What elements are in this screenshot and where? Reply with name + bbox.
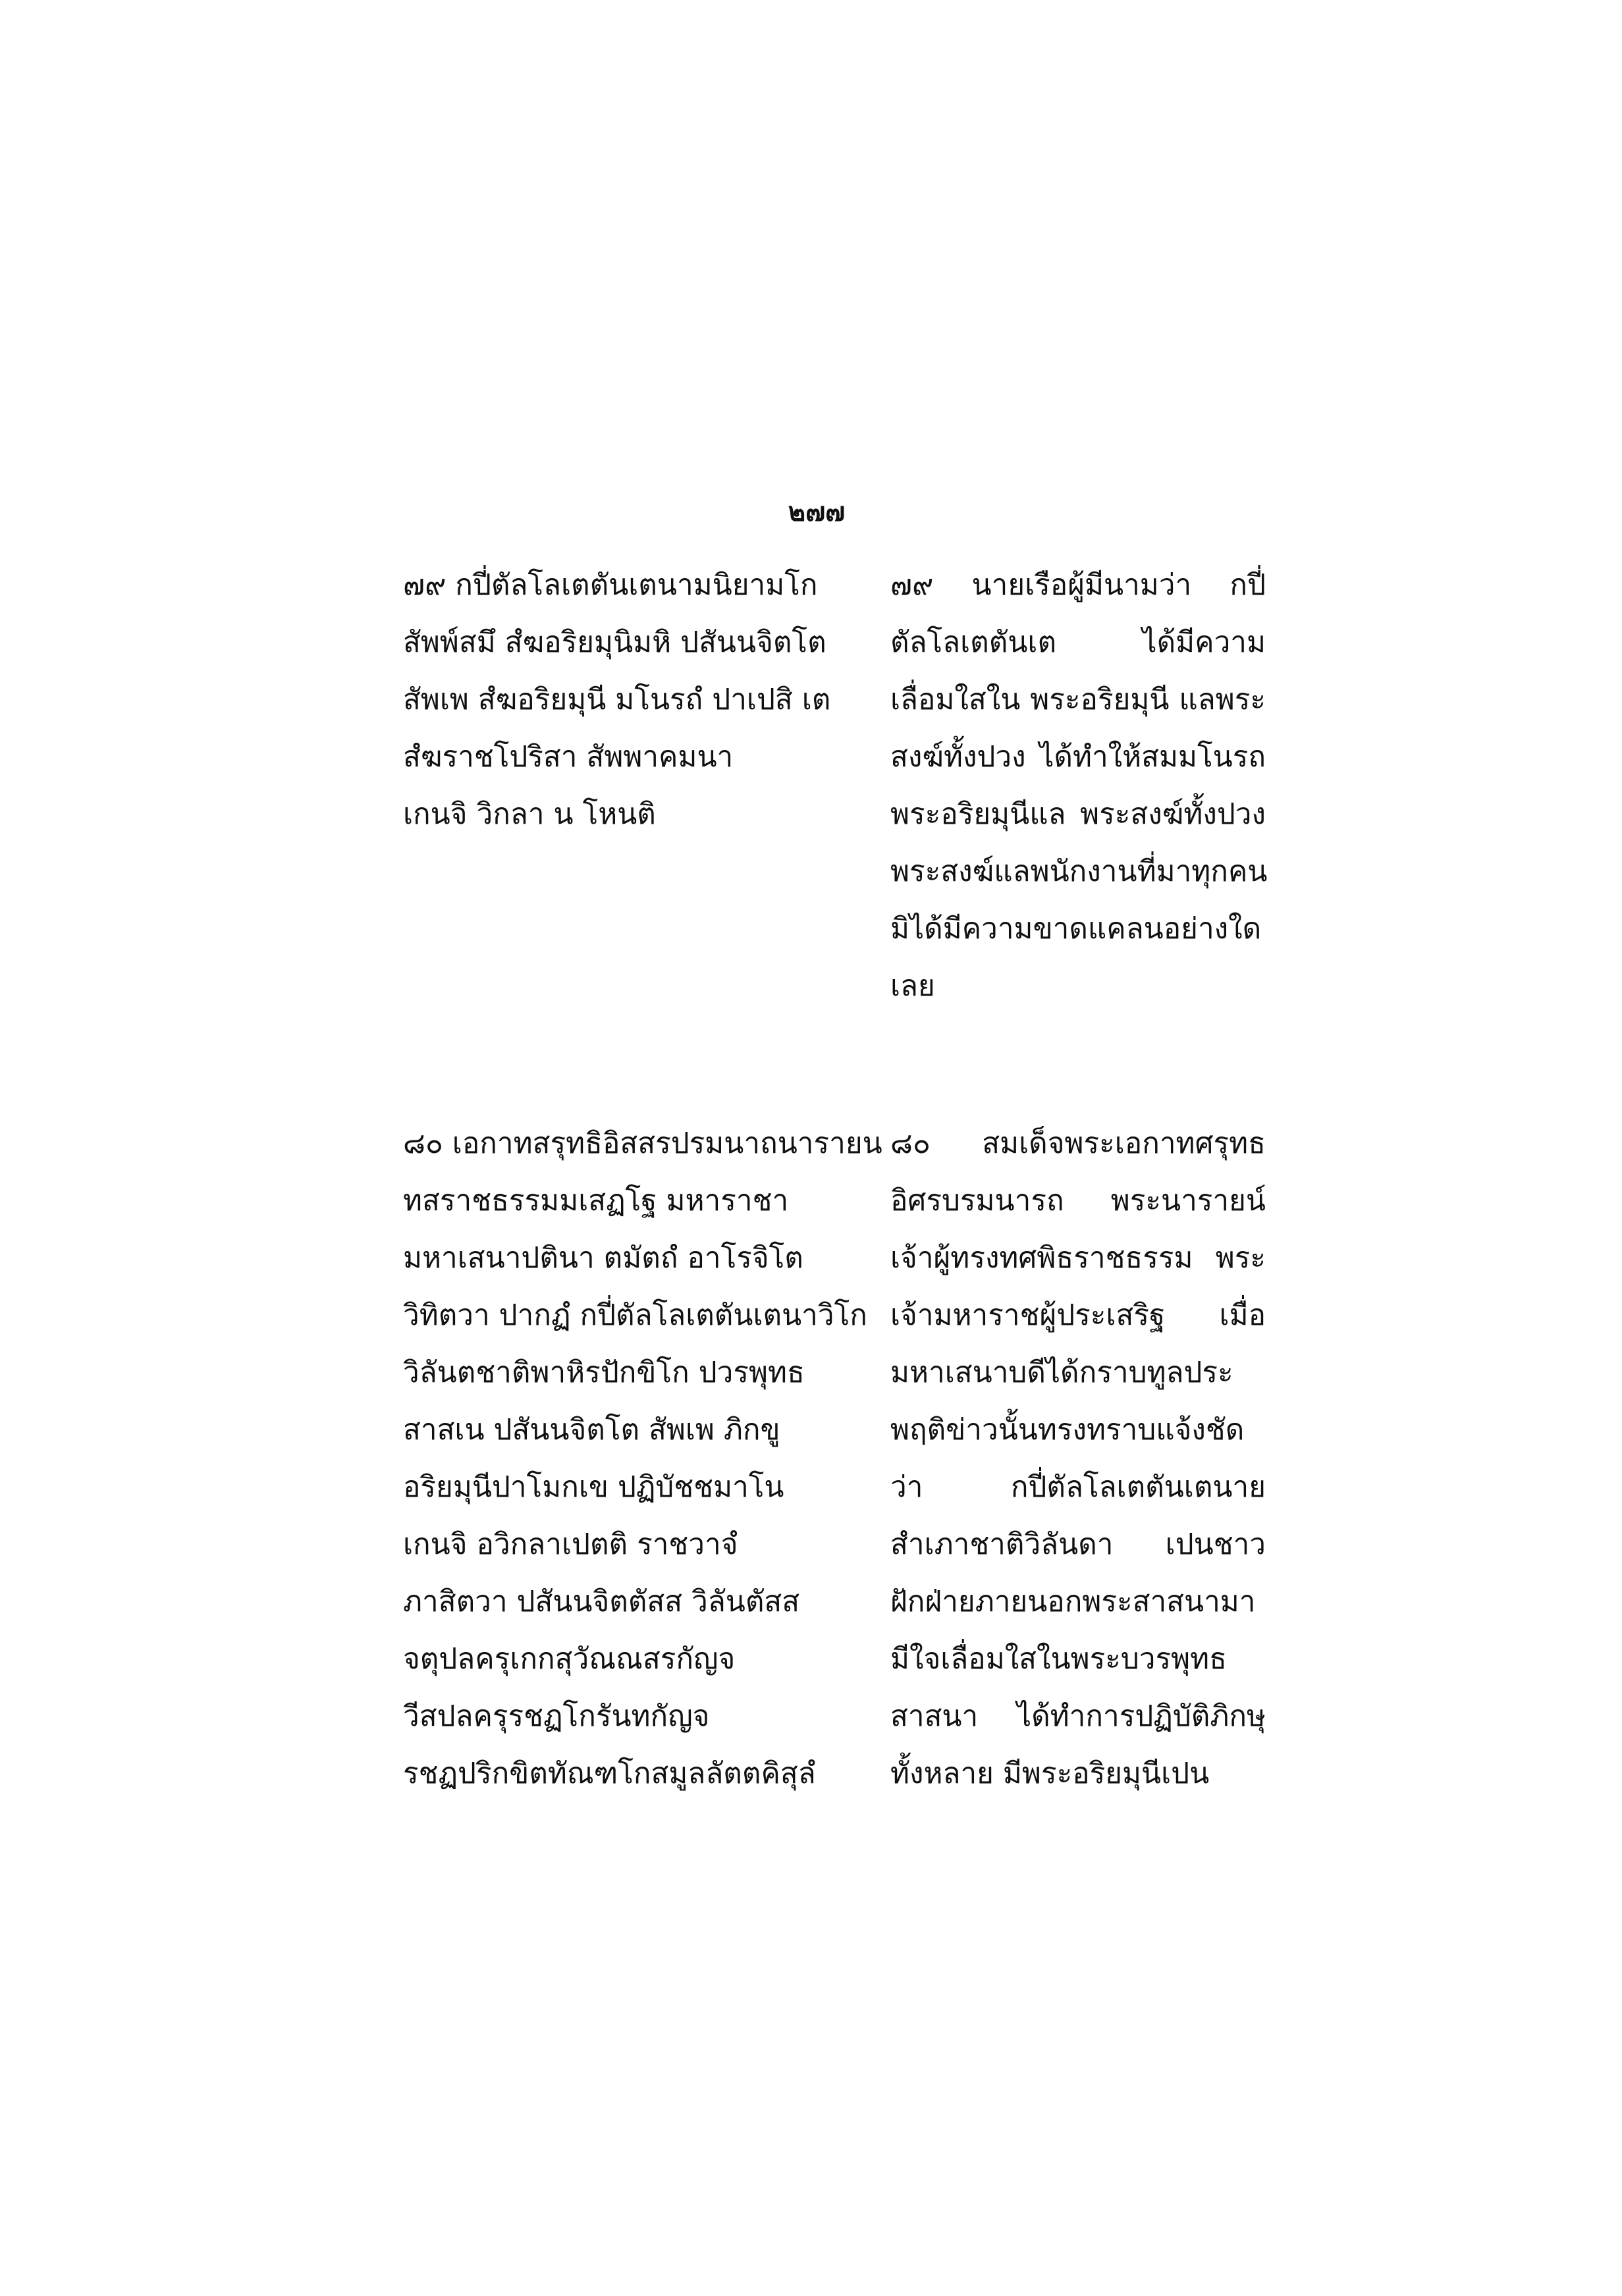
- pali-line: วีสปลครุรชฏโกรันทกัญจ: [403, 1699, 710, 1733]
- thai-line: สาสนา ได้ทำการปฏิบัติภิกษุ: [890, 1699, 1266, 1733]
- thai-line: ฝักฝ่ายภายนอกพระสาสนามา: [890, 1585, 1256, 1618]
- pali-line: ภาสิตวา ปสันนจิตตัสส วิลันตัสส: [403, 1585, 800, 1618]
- thai-line: ตัลโลเตตันเต ได้มีความ: [890, 626, 1266, 659]
- pali-verse-80: [403, 1115, 904, 1802]
- thai-line: พระอริยมุนีแล พระสงฆ์ทั้งปวง: [890, 797, 1266, 831]
- thai-line: ทั้งหลาย มีพระอริยมุนีเปน: [890, 1757, 1210, 1790]
- thai-line: ว่า กปี่ตัลโลเตตันเตนาย: [890, 1470, 1266, 1504]
- thai-line: เจ้ามหาราชผู้ประเสริฐ เมื่อ: [890, 1298, 1266, 1332]
- pali-line: สํฆราชโปริสา สัพพาคมนา: [403, 740, 734, 774]
- page-number: ๒๗๗: [788, 497, 846, 527]
- pali-verse-79: [403, 556, 904, 843]
- pali-line: สาสเน ปสันนจิตโต สัพเพ ภิกขู: [403, 1413, 780, 1447]
- pali-line: สัพเพ สํฆอริยมุนี มโนรถํ ปาเปสิ เต: [403, 683, 831, 716]
- thai-line: พฤติข่าวนั้นทรงทราบแจ้งชัด: [890, 1413, 1245, 1447]
- thai-line: มีใจเลื่อมใสในพระบวรพุทธ: [890, 1642, 1228, 1676]
- thai-translation-80: [890, 1115, 1266, 1802]
- pali-line: จตุปลครุเกกสุวัณณสรกัญจ: [403, 1642, 736, 1676]
- pali-line: มหาเสนาปตินา ตมัตถํ อาโรจิโต: [403, 1241, 803, 1275]
- thai-line: ๘๐ สมเด็จพระเอกาทศรุทธ: [890, 1127, 1266, 1160]
- thai-line: อิศรบรมนารถ พระนารายน์: [890, 1184, 1266, 1217]
- pali-line: เกนจิ อวิกลาเปตติ ราชวาจํ: [403, 1528, 738, 1561]
- pali-line: ๘๐ เอกาทสรุทธิอิสสรปรมนาถนารายน: [403, 1127, 882, 1160]
- pali-line: สัพพ์สมึ สํฆอริยมุนิมหิ ปสันนจิตโต: [403, 626, 826, 659]
- thai-line: มิได้มีความขาดแคลนอย่างใด: [890, 912, 1262, 946]
- pali-line: เกนจิ วิกลา น โหนติ: [403, 797, 656, 831]
- pali-line: วิทิตวา ปากฏํ กปี่ตัลโลเตตันเตนาวิโก: [403, 1298, 867, 1332]
- thai-translation-79: [890, 556, 1266, 1015]
- thai-line: สำเภาชาติวิลันดา เปนชาว: [890, 1528, 1266, 1561]
- pali-line: ทสราชธรรมมเสฏโฐ มหาราชา: [403, 1184, 789, 1217]
- thai-line: มหาเสนาบดีได้กราบทูลประ: [890, 1356, 1233, 1389]
- thai-line: เลย: [890, 969, 935, 1003]
- thai-line: เลื่อมใสใน พระอริยมุนี แลพระ: [890, 683, 1266, 716]
- pali-line: อริยมุนีปาโมกเข ปฏิบัชชมาโน: [403, 1470, 784, 1504]
- thai-line: พระสงฆ์แลพนักงานที่มาทุกคน: [890, 855, 1268, 888]
- pali-line: รชฏปริกขิตทัณฑโกสมูลลัตตคิสุลํ: [403, 1757, 816, 1790]
- pali-line: ๗๙ กปี่ตัลโลเตตันเตนามนิยามโก: [403, 568, 818, 602]
- thai-line: สงฆ์ทั้งปวง ได้ทำให้สมมโนรถ: [890, 740, 1266, 774]
- thai-line: ๗๙ นายเรือผู้มีนามว่า กปี่: [890, 568, 1266, 602]
- pali-line: วิลันตชาติพาหิรปักขิโก ปวรพุทธ: [403, 1356, 805, 1389]
- thai-line: เจ้าผู้ทรงทศพิธราชธรรม พระ: [890, 1241, 1266, 1275]
